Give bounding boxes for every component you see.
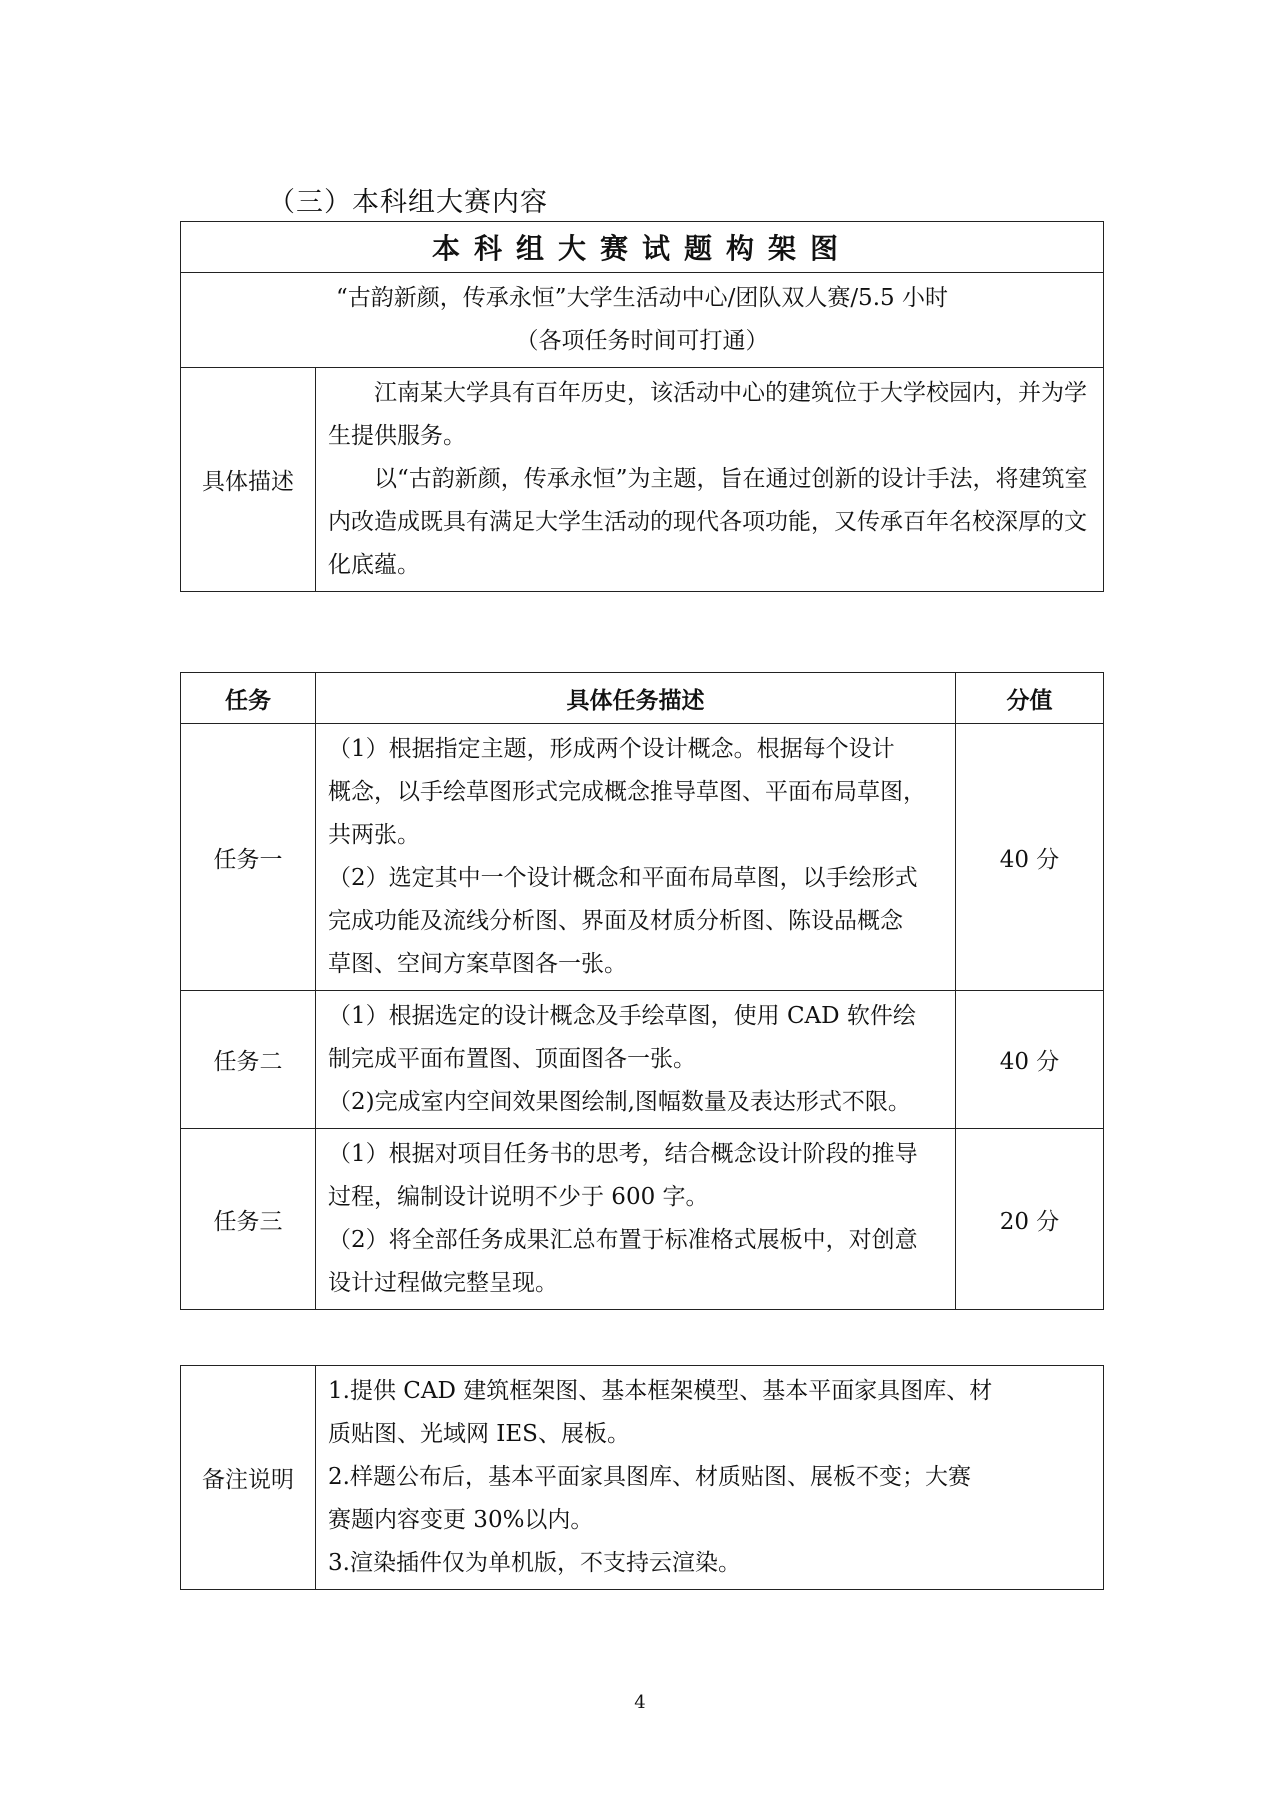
subtitle-line-1: “古韵新颜，传承永恒”大学生活动中心/团队双人赛/5.5 小时	[336, 285, 948, 311]
task-score: 40 分	[956, 724, 1104, 991]
task-name: 任务三	[181, 1129, 316, 1310]
task-description	[316, 991, 956, 1129]
task-line: 过程，编制设计说明不少于 600 字。	[328, 1184, 709, 1210]
description-content	[316, 368, 1104, 592]
task-description	[316, 1129, 956, 1310]
note-line: 3.渲染插件仅为单机版，不支持云渲染。	[328, 1550, 741, 1576]
competition-framework-table	[180, 221, 1104, 592]
task-line: 完成功能及流线分析图、界面及材质分析图、陈设品概念	[328, 908, 903, 934]
description-paragraph: 以“古韵新颜，传承永恒”为主题，旨在通过创新的设计手法，将建筑室内改造成既具有满足大学生活动的现代各项功能，又传承百年名校深厚的文化底蕴。	[328, 466, 1088, 578]
framework-subtitle	[181, 273, 1104, 368]
notes-label: 备注说明	[181, 1366, 316, 1590]
tasks-table	[180, 672, 1104, 1310]
description-label: 具体描述	[181, 368, 316, 592]
task-line: （2）选定其中一个设计概念和平面布局草图，以手绘形式	[328, 865, 918, 891]
table-row	[181, 991, 1104, 1129]
task-score: 20 分	[956, 1129, 1104, 1310]
task-line: （2）将全部任务成果汇总布置于标准格式展板中，对创意	[328, 1227, 918, 1253]
note-line: 质贴图、光域网 IES、展板。	[328, 1421, 630, 1447]
task-line: （1）根据指定主题，形成两个设计概念。根据每个设计	[328, 736, 895, 762]
task-name: 任务一	[181, 724, 316, 991]
task-line: 制完成平面布置图、顶面图各一张。	[328, 1046, 696, 1072]
page-number: 4	[634, 1692, 646, 1713]
note-line: 1.提供 CAD 建筑框架图、基本框架模型、基本平面家具图库、材	[328, 1378, 993, 1404]
task-line: （1）根据选定的设计概念及手绘草图，使用 CAD 软件绘	[328, 1003, 916, 1029]
table-row	[181, 724, 1104, 991]
notes-content	[316, 1366, 1104, 1590]
task-line: （1）根据对项目任务书的思考，结合概念设计阶段的推导	[328, 1141, 918, 1167]
table-row	[181, 1129, 1104, 1310]
task-description	[316, 724, 956, 991]
header-task: 任务	[181, 673, 316, 724]
task-line: 共两张。	[328, 822, 420, 848]
description-paragraph: 江南某大学具有百年历史，该活动中心的建筑位于大学校园内，并为学生提供服务。	[328, 380, 1087, 449]
header-description: 具体任务描述	[316, 673, 956, 724]
note-line: 2.样题公布后，基本平面家具图库、材质贴图、展板不变；大赛	[328, 1464, 971, 1490]
task-line: 概念，以手绘草图形式完成概念推导草图、平面布局草图，	[328, 779, 926, 805]
header-score: 分值	[956, 673, 1104, 724]
task-line: （2)完成室内空间效果图绘制,图幅数量及表达形式不限。	[328, 1089, 911, 1115]
task-score: 40 分	[956, 991, 1104, 1129]
notes-table	[180, 1365, 1104, 1590]
framework-title: 本科组大赛试题构架图	[181, 222, 1104, 273]
section-heading: （三）本科组大赛内容	[268, 187, 548, 218]
task-line: 设计过程做完整呈现。	[328, 1270, 558, 1296]
task-line: 草图、空间方案草图各一张。	[328, 951, 627, 977]
note-line: 赛题内容变更 30%以内。	[328, 1507, 594, 1533]
task-name: 任务二	[181, 991, 316, 1129]
subtitle-line-2: （各项任务时间可打通）	[515, 328, 769, 354]
